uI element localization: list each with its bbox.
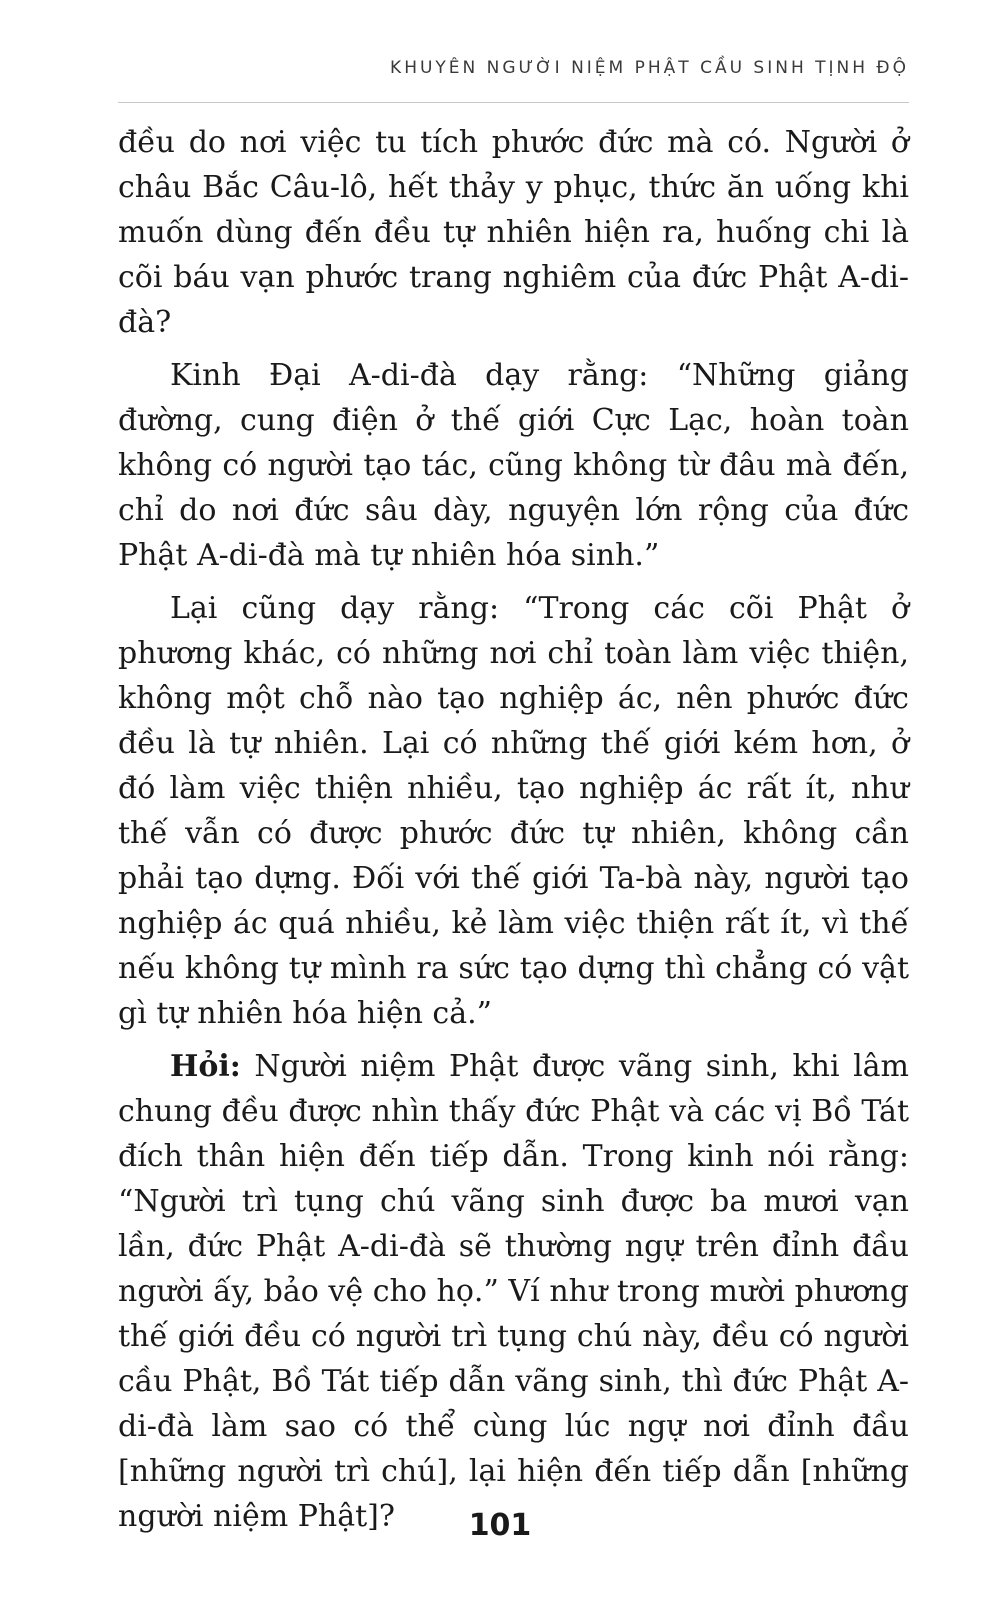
page-body (118, 120, 909, 1539)
running-header: KHUYÊN NGƯỜI NIỆM PHẬT CẦU SINH TỊNH ĐỘ (390, 58, 909, 78)
paragraph-lai-cung-day: Lại cũng dạy rằng: “Trong các cõi Phật ở phương khác, có những nơi chỉ toàn làm việc thiện, không một chỗ nào tạo nghiệp ác, nên phước đức đều là tự nhiên. Lại có những thế giới kém hơn, ở đó làm việc thiện nhiều, tạo nghiệp ác rất ít, như thế vẫn có được phước đức tự nhiên, không cần phải tạo dựng. Đối với thế giới Ta-bà này, người tạo nghiệp ác quá nhiều, kẻ làm việc thiện rất ít, vì thế nếu không tự mình ra sức tạo dựng thì chẳng có vật gì tự nhiên hóa hiện cả.” (118, 591, 909, 1031)
paragraph-kinh-dai-a-di-da: Kinh Đại A-di-đà dạy rằng: “Những giảng đường, cung điện ở thế giới Cực Lạc, hoàn toàn không có người tạo tác, cũng không từ đâu mà đến, chỉ do nơi đức sâu dày, nguyện lớn rộng của đức Phật A-di-đà mà tự nhiên hóa sinh.” (118, 358, 909, 573)
header-rule (118, 102, 909, 103)
page-number: 101 (468, 1508, 532, 1543)
paragraph-question (118, 1044, 909, 1539)
question-text: Người niệm Phật được vãng sinh, khi lâm chung đều được nhìn thấy đức Phật và các vị Bồ Tát đích thân hiện đến tiếp dẫn. Trong kinh nói rằng: “Người trì tụng chú vãng sinh được ba mươi vạn lần, đức Phật A-di-đà sẽ thường ngự trên đỉnh đầu người ấy, bảo vệ cho họ.” Ví như trong mười phương thế giới đều có người trì tụng chú này, đều có người cầu Phật, Bồ Tát tiếp dẫn vãng sinh, thì đức Phật A-di-đà làm sao có thể cùng lúc ngự nơi đỉnh đầu [những người trì chú], lại hiện đến tiếp dẫn [những người niệm Phật]? (118, 1049, 909, 1534)
question-label: Hỏi: (170, 1049, 241, 1084)
paragraph-continuation: đều do nơi việc tu tích phước đức mà có. Người ở châu Bắc Câu-lô, hết thảy y phục, thức ăn uống khi muốn dùng đến đều tự nhiên hiện ra, huống chi là cõi báu vạn phước trang nghiêm của đức Phật A-di-đà? (118, 125, 909, 340)
